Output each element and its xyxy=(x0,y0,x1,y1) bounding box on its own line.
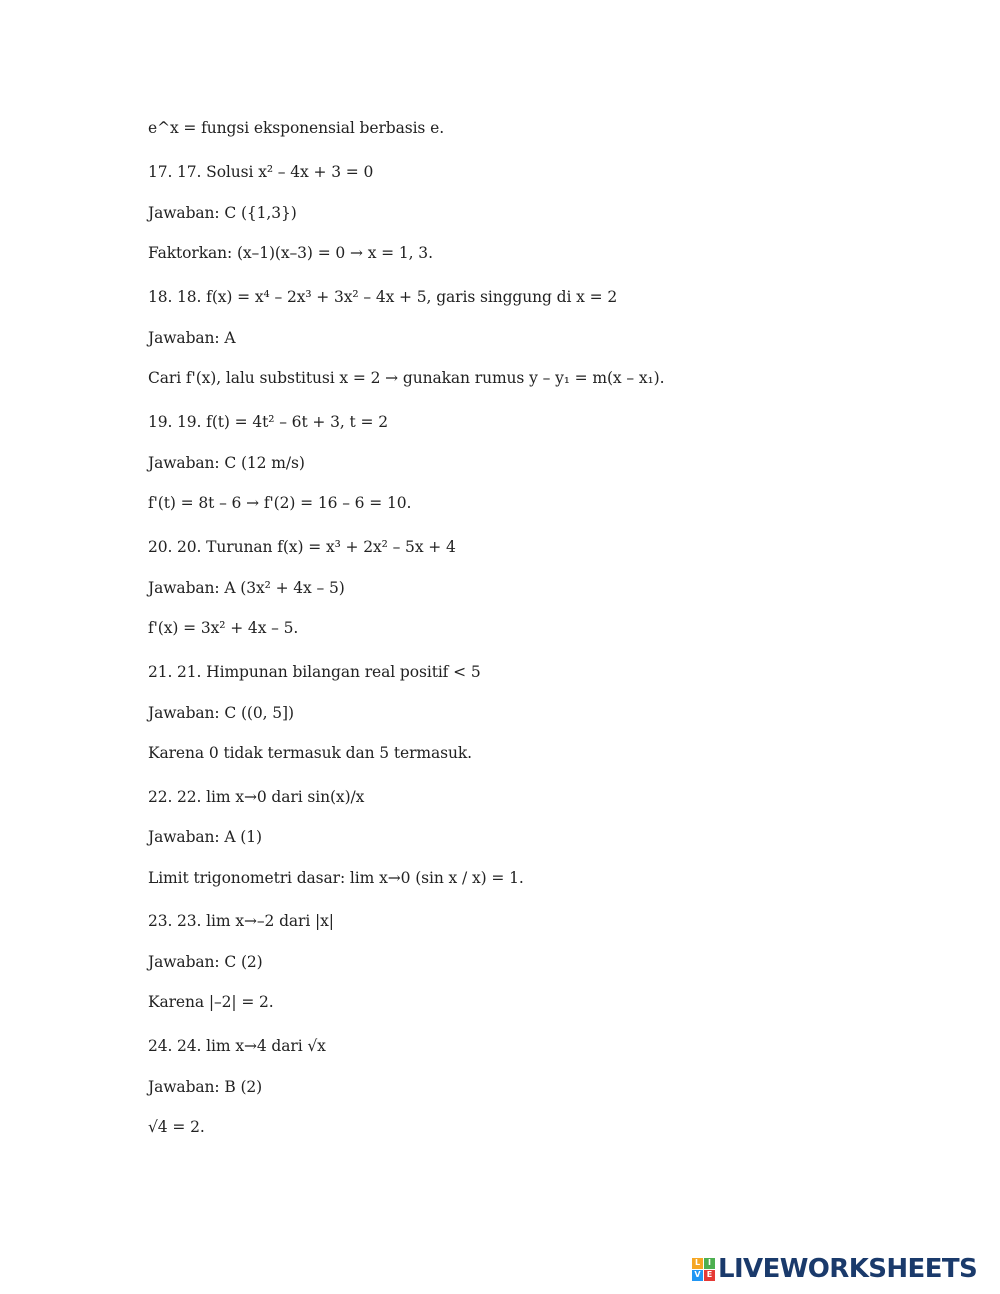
question-23-answer: Jawaban: C (2) xyxy=(148,953,263,971)
question-17-explanation: Faktorkan: (x–1)(x–3) = 0 → x = 1, 3. xyxy=(148,244,433,262)
question-21-prompt xyxy=(148,662,481,682)
liveworksheets-logo xyxy=(692,1254,977,1284)
logo-wordmark: LIVEWORKSHEETS xyxy=(718,1254,978,1284)
logo-mark-icon xyxy=(692,1258,715,1281)
question-17-answer: Jawaban: C ({1,3}) xyxy=(148,204,297,222)
question-22-prompt xyxy=(148,787,364,807)
question-text: 24. lim x→4 dari √x xyxy=(177,1037,326,1055)
question-20-explanation: f'(x) = 3x² + 4x – 5. xyxy=(148,619,299,637)
question-text: 20. Turunan f(x) = x³ + 2x² – 5x + 4 xyxy=(177,538,456,556)
question-18-prompt xyxy=(148,287,617,307)
logo-mark-l: L xyxy=(692,1258,703,1269)
question-19-explanation: f'(t) = 8t – 6 → f'(2) = 16 – 6 = 10. xyxy=(148,494,412,512)
question-number: 20. xyxy=(148,538,173,556)
question-20-answer: Jawaban: A (3x² + 4x – 5) xyxy=(148,579,345,597)
question-text: 23. lim x→–2 dari |x| xyxy=(177,912,334,930)
question-22-answer: Jawaban: A (1) xyxy=(148,828,262,846)
intro-line: e^x = fungsi eksponensial berbasis e. xyxy=(148,119,445,137)
question-number: 24. xyxy=(148,1037,173,1055)
question-18-answer: Jawaban: A xyxy=(148,329,236,347)
question-number: 18. xyxy=(148,288,173,306)
question-number: 19. xyxy=(148,413,173,431)
question-24-prompt xyxy=(148,1036,326,1056)
question-21-explanation: Karena 0 tidak termasuk dan 5 termasuk. xyxy=(148,744,472,762)
question-19-answer: Jawaban: C (12 m/s) xyxy=(148,454,305,472)
question-21-answer: Jawaban: C ((0, 5]) xyxy=(148,704,294,722)
question-number: 17. xyxy=(148,163,173,181)
question-text: 22. lim x→0 dari sin(x)/x xyxy=(177,788,365,806)
question-23-prompt xyxy=(148,911,334,931)
question-text: 18. f(x) = x⁴ – 2x³ + 3x² – 4x + 5, garis singgung di x = 2 xyxy=(177,288,618,306)
logo-mark-v: V xyxy=(692,1270,703,1281)
question-19-prompt xyxy=(148,412,388,432)
question-24-answer: Jawaban: B (2) xyxy=(148,1078,263,1096)
question-number: 23. xyxy=(148,912,173,930)
logo-mark-e: E xyxy=(704,1270,715,1281)
question-22-explanation: Limit trigonometri dasar: lim x→0 (sin x / x) = 1. xyxy=(148,869,524,887)
question-17-prompt xyxy=(148,162,373,182)
question-23-explanation: Karena |–2| = 2. xyxy=(148,993,274,1011)
question-number: 22. xyxy=(148,788,173,806)
question-18-explanation: Cari f'(x), lalu substitusi x = 2 → gunakan rumus y – y₁ = m(x – x₁). xyxy=(148,369,665,387)
question-24-explanation: √4 = 2. xyxy=(148,1118,205,1136)
question-text: 19. f(t) = 4t² – 6t + 3, t = 2 xyxy=(177,413,388,431)
question-text: 21. Himpunan bilangan real positif < 5 xyxy=(177,663,481,681)
question-number: 21. xyxy=(148,663,173,681)
logo-mark-i: I xyxy=(704,1258,715,1269)
question-text: 17. Solusi x² – 4x + 3 = 0 xyxy=(177,163,374,181)
question-20-prompt xyxy=(148,537,456,557)
